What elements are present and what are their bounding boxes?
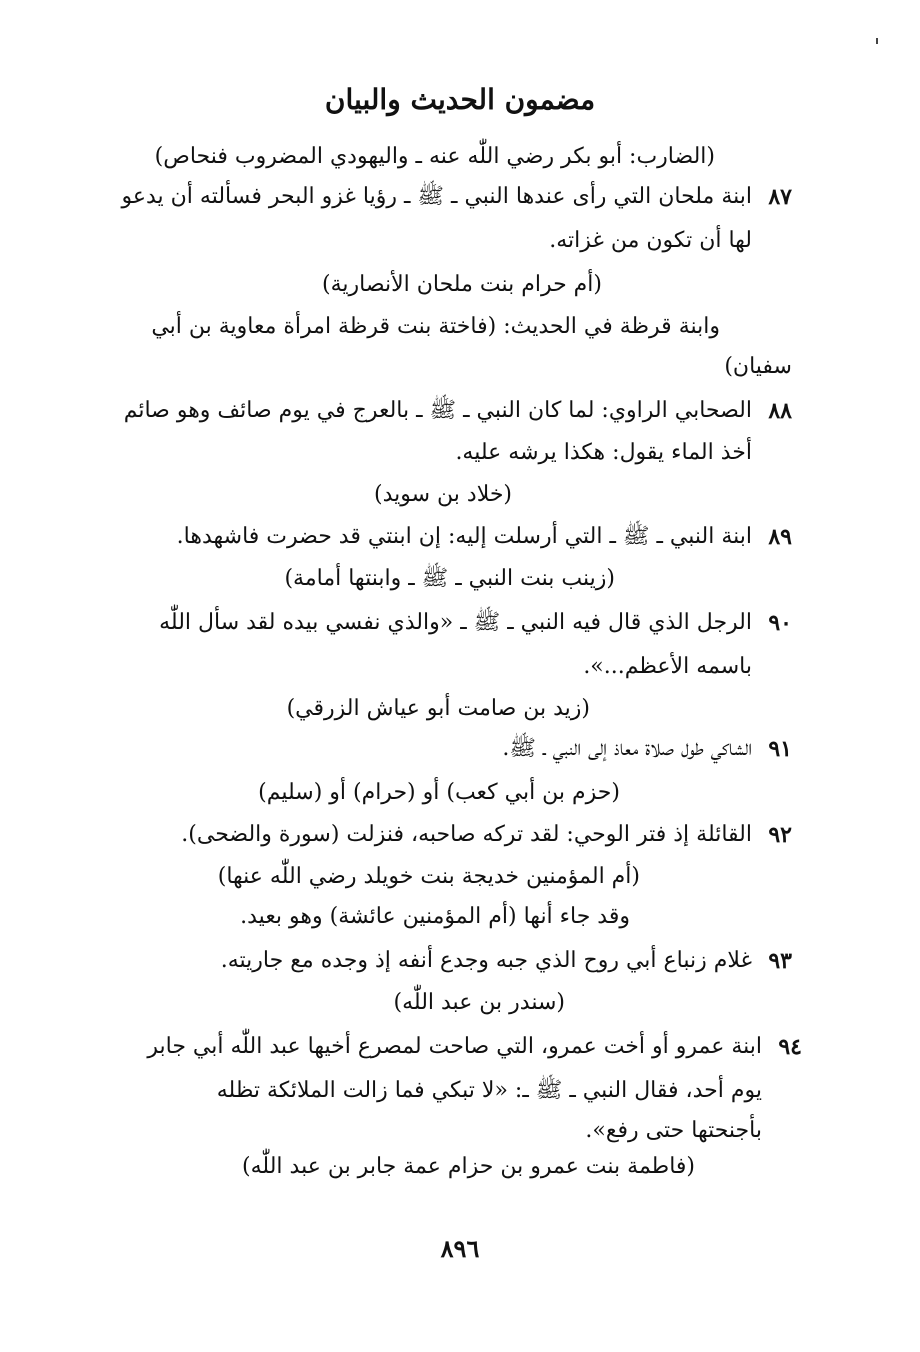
- entry-90-line-1: الرجل الذي قال فيه النبي ـ ﷺ ـ «والذي نفسي بيده لقد سأل اللّٰه: [159, 610, 752, 635]
- entry-88-line-1: الصحابي الراوي: لما كان النبي ـ ﷺ ـ بالعرج في يوم صائف وهو صائم: [123, 398, 752, 423]
- entry-number-94: ٩٤: [778, 1034, 802, 1060]
- entry-89-line-1: ابنة النبي ـ ﷺ ـ التي أرسلت إليه: إن ابنتي قد حضرت فاشهدها.: [176, 524, 752, 549]
- entry-92-note-2: وقد جاء أنها (أم المؤمنين عائشة) وهو بعيد.: [240, 904, 630, 929]
- entry-94-note-1: (فاطمة بنت عمرو بن حزام عمة جابر بن عبد اللّٰه): [242, 1154, 695, 1179]
- entry-94-line-2: يوم أحد، فقال النبي ـ ﷺ ـ: «لا تبكي فما زالت الملائكة تظله: [216, 1078, 762, 1103]
- entry-91-note-1: (حزم بن أبي كعب) أو (حرام) أو (سليم): [258, 780, 620, 805]
- entry-92-note-1: (أم المؤمنين خديجة بنت خويلد رضي اللّٰه عنها): [217, 864, 640, 889]
- entry-number-90: ٩٠: [768, 610, 792, 636]
- entry-87-note-2: وابنة قرظة في الحديث: (فاختة بنت قرظة امرأة معاوية بن أبي: [151, 314, 720, 339]
- entry-number-91: ٩١: [768, 736, 792, 762]
- entry-88-line-2: أخذ الماء يقول: هكذا يرشه عليه.: [455, 440, 752, 465]
- page-number: ٨٩٦: [440, 1234, 480, 1263]
- entry-87-note-3: سفيان): [724, 354, 792, 379]
- entry-94-line-1: ابنة عمرو أو أخت عمرو، التي صاحت لمصرع أخيها عبد اللّٰه أبي جابر: [147, 1034, 762, 1059]
- entry-92-line-1: القائلة إذ فتر الوحي: لقد تركه صاحبه، فنزلت (سورة والضحى).: [181, 822, 752, 847]
- entry-87-line-1: ابنة ملحان التي رأى عندها النبي ـ ﷺ ـ رؤيا غزو البحر فسألته أن يدعو: [121, 184, 752, 209]
- page-title: مضمون الحديث والبيان: [324, 83, 596, 116]
- entry-90-line-2: باسمه الأعظم...».: [583, 654, 752, 679]
- entry-number-93: ٩٣: [768, 948, 792, 974]
- entry-number-92: ٩٢: [768, 822, 792, 848]
- entry-91-line-1: الشاكي طول صلاة معاذ إلى النبي ـ ﷺ.: [502, 736, 752, 761]
- entry-number-88: ٨٨: [768, 398, 792, 424]
- entry-93-note-1: (سندر بن عبد اللّٰه): [393, 990, 565, 1015]
- entry-89-note-1: (زينب بنت النبي ـ ﷺ ـ وابنتها أمامة): [284, 566, 615, 591]
- entry-87-note-1: (أم حرام بنت ملحان الأنصارية): [322, 272, 602, 297]
- entry-93-line-1: غلام زنباع أبي روح الذي جبه وجدع أنفه إذ وجده مع جاريته.: [220, 948, 752, 973]
- entry-88-note-1: (خلاد بن سويد): [373, 482, 512, 507]
- entry-90-note-1: (زيد بن صامت أبو عياش الزرقي): [286, 696, 590, 721]
- intro-note: (الضارب: أبو بكر رضي اللّٰه عنه ـ واليهودي المضروب فنحاص): [154, 144, 715, 169]
- entry-87-line-2: لها أن تكون من غزاته.: [549, 228, 752, 253]
- entry-number-87: ٨٧: [768, 184, 792, 210]
- entry-94-line-3: بأجنحتها حتى رفع».: [585, 1118, 762, 1143]
- entry-number-89: ٨٩: [768, 524, 792, 550]
- corner-mark: [876, 38, 878, 44]
